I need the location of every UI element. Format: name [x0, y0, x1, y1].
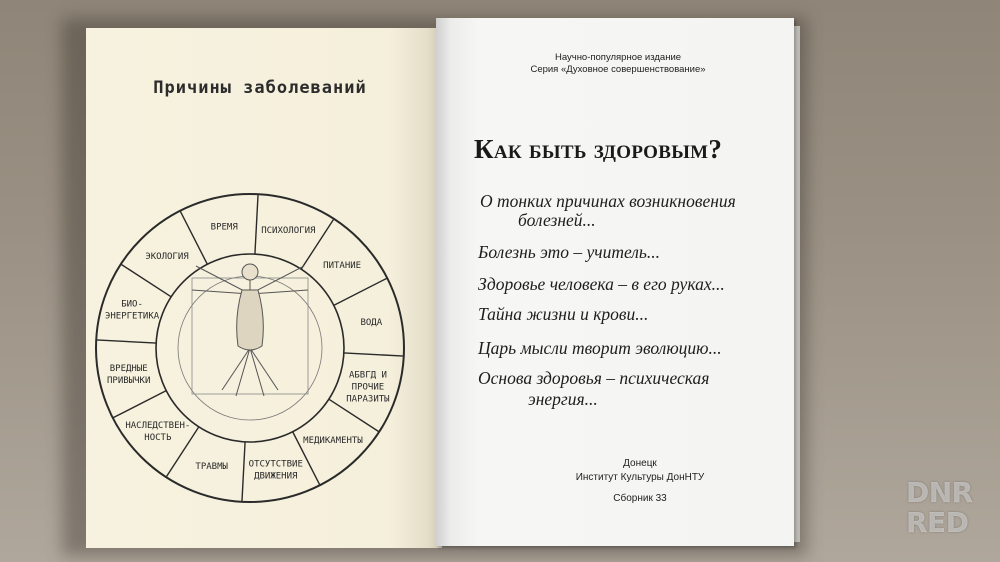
subtitle-line-2: болезней... — [518, 210, 596, 230]
wheel-spoke — [113, 391, 166, 418]
wheel-segment-label: ТРАВМЫ — [195, 461, 228, 472]
series-line-1: Научно-популярное издание — [554, 52, 682, 63]
wheel-segment-label: МЕДИКАМЕНТЫ — [303, 436, 363, 447]
causes-wheel-diagram — [86, 28, 442, 548]
subtitle-line-8: энергия... — [528, 389, 598, 409]
wheel-segment-label: АБВГД И ПРОЧИЕ ПАРАЗИТЫ — [346, 370, 390, 405]
wheel-segment-label: НАСЛЕДСТВЕН-НОСТЬ — [125, 420, 191, 443]
wheel-spoke — [121, 264, 171, 297]
left-page-title: Причины заболеваний — [153, 78, 367, 98]
imprint-collection: Сборник 33 — [613, 493, 667, 504]
watermark-line-2: RED — [906, 506, 969, 539]
book-title: Как быть здоровым? — [474, 134, 723, 164]
wheel-segment-label: ПСИХОЛОГИЯ — [261, 226, 316, 237]
imprint-institute: Институт Культуры ДонНТУ — [575, 472, 705, 483]
vitruvian-man-figure — [178, 264, 322, 420]
wheel-segment-label: ВРЕДНЫЕ ПРИВЫЧКИ — [107, 363, 151, 386]
series-info — [508, 52, 728, 76]
wheel-segment-label: ЭКОЛОГИЯ — [145, 251, 189, 262]
wheel-segment-label: БИО-ЭНЕРГЕТИКА — [104, 299, 160, 322]
wheel-segment-label: ВРЕМЯ — [210, 222, 238, 233]
wheel-spoke — [334, 278, 387, 305]
wheel-segment-label: ВОДА — [360, 318, 383, 329]
subtitle-line-6: Царь мысли творит эволюцию... — [478, 338, 722, 358]
wheel-segment-label: ПИТАНИЕ — [323, 261, 362, 272]
subtitle-line-1: О тонких причинах возникновения — [480, 191, 736, 211]
wheel-segment-label: ОТСУТСТВИЕ ДВИЖЕНИЯ — [248, 459, 303, 482]
series-line-2: Серия «Духовное совершенствование» — [530, 64, 706, 75]
subtitle-line-4: Здоровье человека – в его руках... — [478, 274, 725, 294]
wheel-spoke — [344, 353, 404, 356]
subtitle-line-3: Болезнь это – учитель... — [478, 242, 661, 262]
watermark-line-1: DNR — [906, 476, 973, 509]
wheel-spoke — [242, 442, 245, 502]
subtitle-line-5: Тайна жизни и крови... — [478, 304, 649, 324]
imprint-city: Донецк — [623, 458, 657, 469]
wheel-spoke — [96, 340, 156, 343]
subtitle-line-7: Основа здоровья – психическая — [478, 368, 710, 388]
site-watermark — [906, 478, 988, 538]
wheel-spoke — [255, 194, 258, 254]
